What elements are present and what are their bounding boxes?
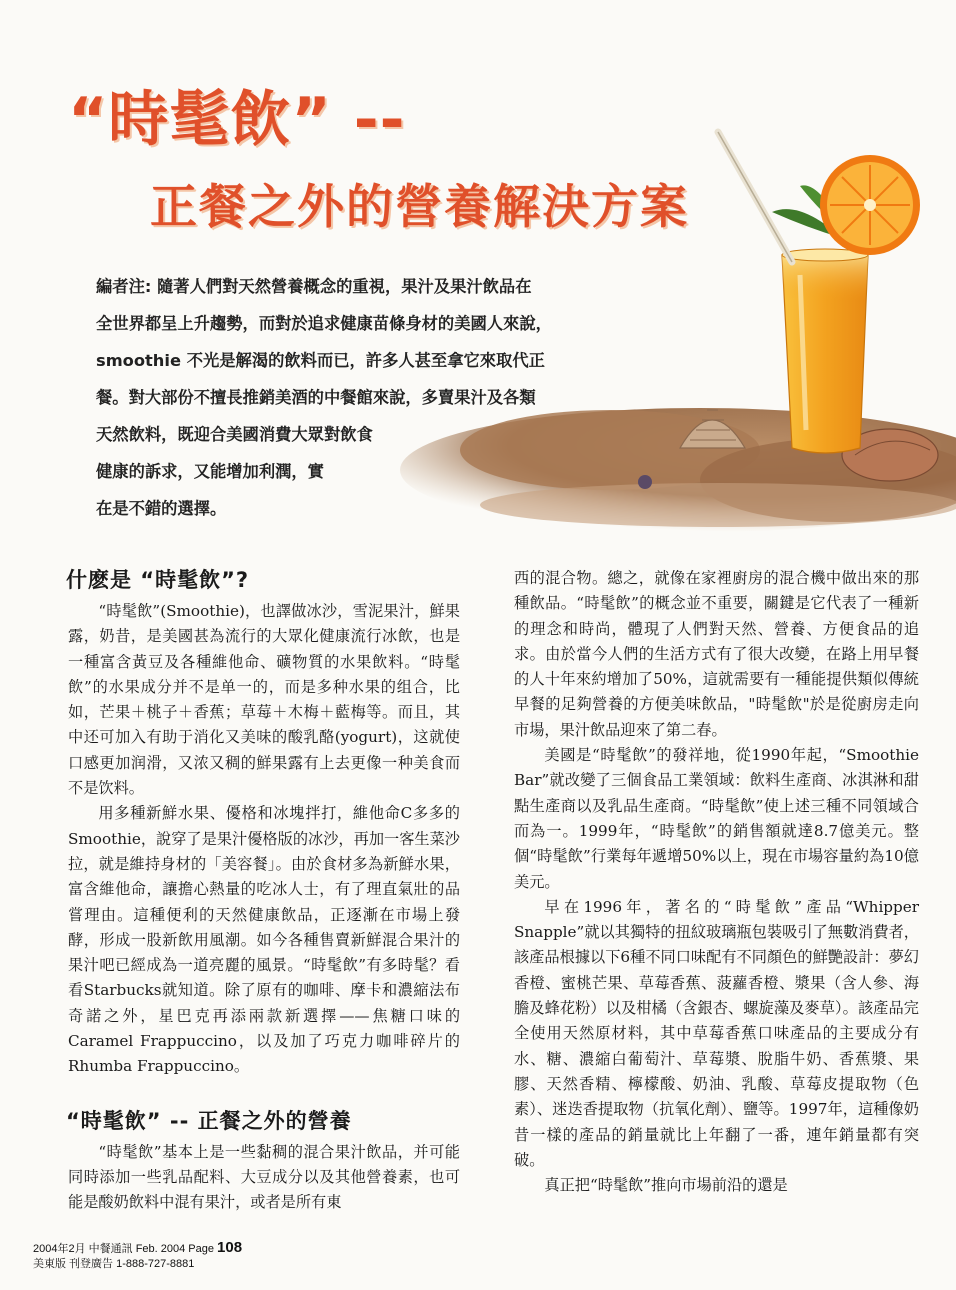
right-column [514,566,919,1198]
footer-issue-line: 2004年2月 中餐通訊 Feb. 2004 Page [33,1243,214,1255]
straw-icon [718,132,792,262]
page-footer [33,1240,242,1272]
editor-note-line: 全世界都呈上升趨勢，而對於追求健康苗條身材的美國人來說， [96,314,552,333]
paragraph: 美國是“時髦飲”的發祥地，從1990年起，“Smoothie Bar”就改變了三個食品工業領域：飲料生產商、冰淇淋和甜點生產商以及乳品生產商。“時髦飲”使上述三種不同領域合而為一。1999年，“時髦飲”的銷售額就達8.7億美元。整個“時髦飲”行業每年遞增50%以上，現在市場容量約為10億美元。 [514,746,919,891]
page-number: 108 [217,1239,243,1256]
article-title: “時髦飲” -- [68,85,406,155]
paragraph: 西的混合物。總之，就像在家裡廚房的混合機中做出來的那種飲品。“時髦飲”的概念並不重要，關鍵是它代表了一種新的理念和時尚，體現了人們對天然、營養、方便食品的追求。由於當今人們的生活方式有了很大改變，在路上用早餐的人十年來約增加了50%，這就需要有一種能提供類似傳統早餐的足夠營養的方便美味飲品，"時髦飲"於是從廚房走向市場，果汁飲品迎來了第二春。 [514,569,919,739]
paragraph: 真正把“時髦飲”推向市場前沿的還是 [544,1176,788,1195]
orange-slice-icon [820,155,920,255]
section-heading-nutrition: “時髦飲” -- 正餐之外的營養 [66,1108,352,1133]
article-subtitle: 正餐之外的營養解決方案 [150,180,689,235]
paragraph: 用多種新鮮水果、優格和冰塊拌打，維他命C多多的Smoothie，說穿了是果汁優格版的冰沙，再加一客生菜沙拉，就是維持身材的「美容餐」。由於食材多為新鮮水果，富含維他命，讓擔心熱量的吃冰人士，有了理直氣壯的品嘗理由。這種便利的天然健康飲品，正逐漸在市場上發酵，形成一股新飲用風潮。如今各種售賣新鮮混合果汁的果汁吧已經成為一道亮麗的風景。“時髦飲”有多時髦？看看Starbucks就知道。除了原有的咖啡、摩卡和濃縮法布奇諾之外，星巴克再添兩款新選擇——焦糖口味的Caramel Frappuccino，以及加了巧克力咖啡碎片的Rhumba Frappuccino。 [68,804,460,1076]
footer-ad-line: 美東版 刊登廣告 1-888-727-8881 [33,1258,195,1270]
juice-glass-icon [782,249,868,453]
left-column [68,565,460,1216]
paragraph: 早在1996年，著名的“時髦飲”產品“Whipper Snapple”就以其獨特的扭紋玻璃瓶包裝吸引了無數消費者，該產品根據以下6種不同口味配有不同顏色的鮮艷設計：夢幻香橙、蜜桃芒果、草莓香蕉、菠蘿香橙、漿果（含人參、海膽及蜂花粉）以及柑橘（含銀杏、螺旋藻及麥草）。該產品完全使用天然原材料，其中草莓香蕉口味產品的主要成分有水、糖、濃縮白葡萄汁、草莓漿、脫脂牛奶、香蕉漿、果膠、天然香精、檸檬酸、奶油、乳酸、草莓皮提取物（色素）、迷迭香提取物（抗氧化劑）、鹽等。1997年，這種像奶昔一樣的產品的銷量就比上年翻了一番，連年銷量都有突破。 [514,897,919,1169]
paragraph: “時髦飲”基本上是一些黏稠的混合果汁飲品，并可能同時添加一些乳品配料、大豆成分以及其他營養素，也可能是酸奶飲料中混有果汁，或者是所有東 [68,1142,460,1212]
editor-note-line: smoothie 不光是解渴的飲料而已，許多人甚至拿它來取代正 [96,351,545,370]
editor-note-line: 健康的訴求，又能增加利潤，實 [96,462,324,481]
section-heading-what-is: 什麽是 “時髦飲”? [66,568,250,592]
editor-note-line: 天然飲料，既迎合美國消費大眾對飲食 [96,425,373,444]
paragraph: “時髦飲”(Smoothie)，也譯做冰沙，雪泥果汁，鮮果露，奶昔，是美國甚為流行的大眾化健康流行冰飲，也是一種富含黃豆及各種維他命、礦物質的水果飲料。“時髦飲”的水果成分并不是单一的，而是多种水果的组合，比如，芒果＋桃子＋香蕉；草莓＋木梅＋藍梅等。而且，其中还可加入有助于消化又美味的酸乳酪(yogurt)，这就使口感更加润滑，又浓又稠的鮮果露有上去更像一种美食而不是饮料。 [68,602,460,798]
editor-note [96,268,631,527]
editor-note-line: 餐。對大部份不擅長推銷美酒的中餐館來說，多賣果汁及各類 [96,388,536,407]
editor-note-line: 編者注: 隨著人們對天然營養概念的重視，果汁及果汁飲品在 [96,277,532,296]
editor-note-line: 在是不錯的選擇。 [96,499,227,518]
